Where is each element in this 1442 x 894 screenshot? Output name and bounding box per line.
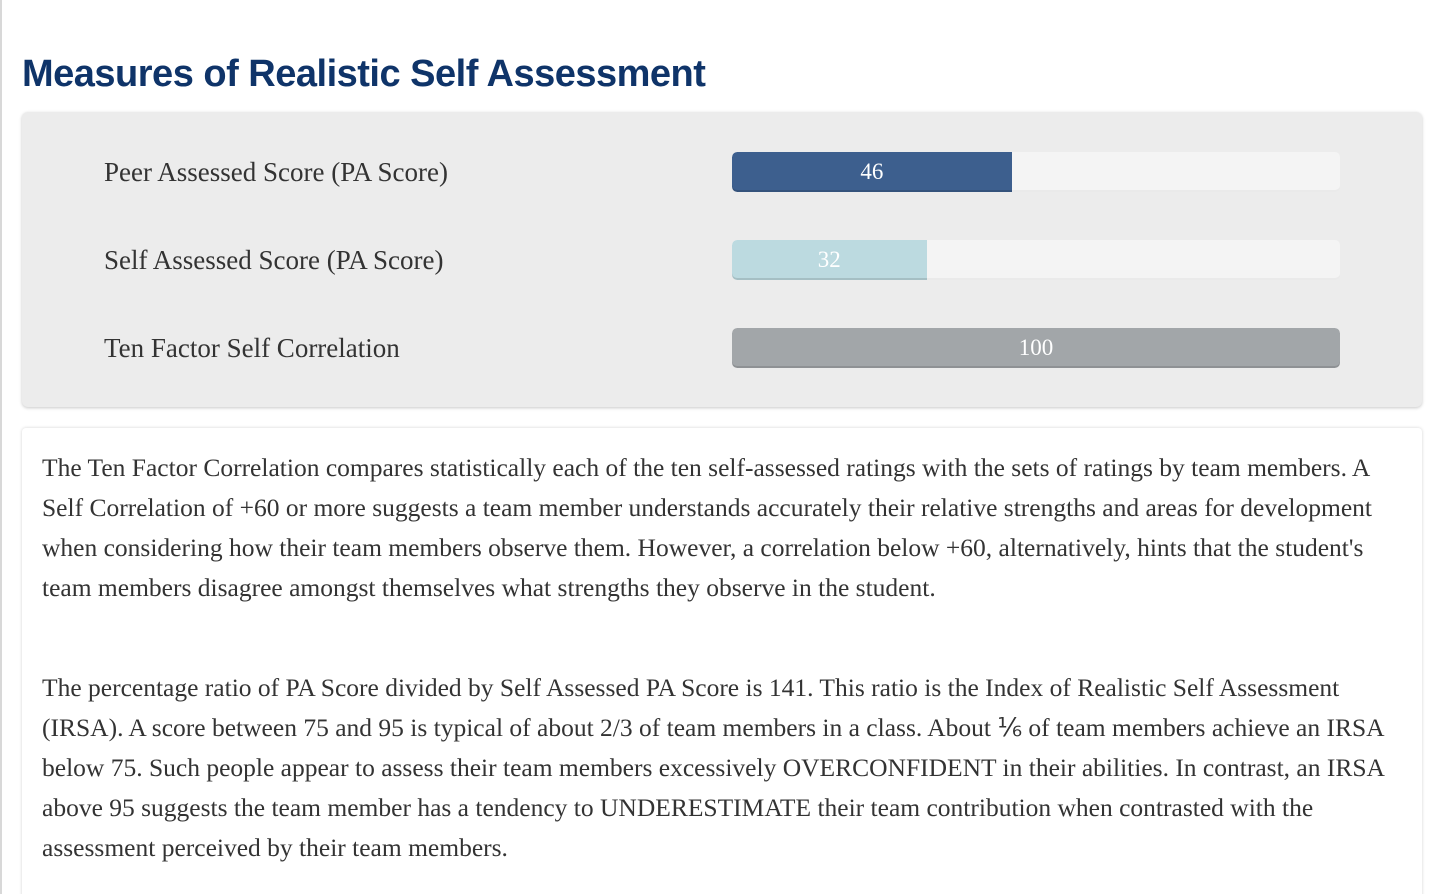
- score-row-self-assessed: [22, 240, 1422, 280]
- progress-bar-fill: 32: [732, 240, 927, 280]
- page-title: Measures of Realistic Self Assessment: [22, 53, 706, 95]
- score-label: Peer Assessed Score (PA Score): [104, 157, 448, 187]
- scores-panel: [22, 112, 1422, 407]
- left-border-rule: [0, 0, 2, 894]
- progress-bar-track: [732, 240, 1340, 280]
- progress-bar-fill: 46: [732, 152, 1012, 192]
- progress-bar-fill: 100: [732, 328, 1340, 368]
- description-panel: [22, 428, 1422, 894]
- score-label: Self Assessed Score (PA Score): [104, 245, 444, 275]
- description-paragraph-correlation: The Ten Factor Correlation compares statistically each of the ten self-assessed ratings with the sets of ratings by team members. A Self Correlation of +60 or more suggests a team member understands accurately their relative strengths and areas for development when considering how their team members observe them. However, a correlation below +60, alternatively, hints that the student's team members disagree amongst themselves what strengths they observe in the student.: [42, 453, 1373, 602]
- progress-bar-track: [732, 152, 1340, 192]
- score-row-peer-assessed: [22, 152, 1422, 192]
- description-paragraph-irsa: The percentage ratio of PA Score divided by Self Assessed PA Score is 141. This ratio is the Index of Realistic Self Assessment (IRSA). A score between 75 and 95 is typical of about 2/3 of team members in a class. About ⅙ of team members achieve an IRSA below 75. Such people appear to assess their team members excessively OVERCONFIDENT in their abilities. In contrast, an IRSA above 95 suggests the team member has a tendency to UNDERESTIMATE their team contribution when contrasted with the assessment perceived by their team members.: [42, 673, 1384, 862]
- progress-bar-track: [732, 328, 1340, 368]
- score-row-ten-factor-correlation: [22, 328, 1422, 368]
- score-label: Ten Factor Self Correlation: [104, 333, 400, 363]
